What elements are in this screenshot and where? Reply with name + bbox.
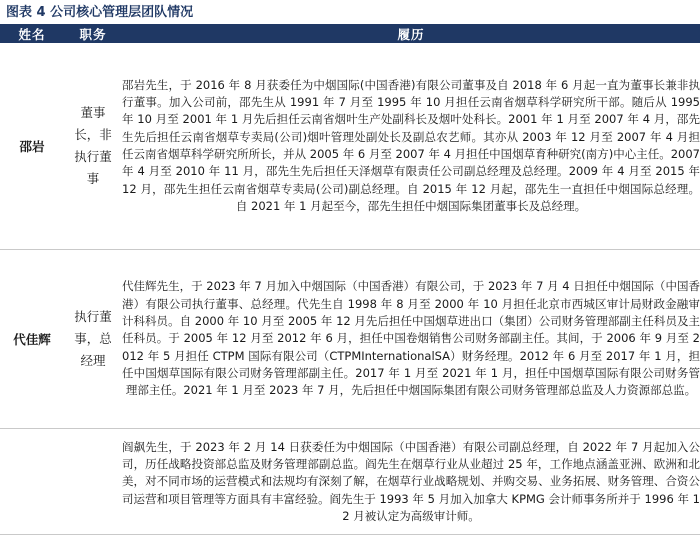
header-name: 姓名 [0, 26, 64, 43]
header-row [0, 26, 700, 43]
executive-role-cell [64, 429, 122, 535]
executive-bio: 代佳辉先生，于 2023 年 7 月加入中烟国际（中国香港）有限公司，于 2023 年 7 月 4 日担任中烟国际（中国香港）有限公司执行董事、总经理。代先生自 1998 年 8 月至 2000 年 10 月担任北京市西城区审计局财政金融审计科科员。自 2000 年 10 月至 2005 年 12 月先后担任中国烟草进出口（集团）公司财务管理部副主任科员及主任科员。于 2005 年 12 月至 2012 年 6 月，担任中国卷烟销售公司财务部副主任。其间，于 2006 年 9 月至 2012 年 5 月担任 CTPM 国际有限公司（CTPMInternationalSA）财务经理。2012 年 6 月至 2017 年 1 月，担任中国烟草国际有限公司财务管理部副主任。2017 年 1 月至 2021 年 1 月，担任中国烟草国际有限公司财务管理部主任。2021 年 1 月至 2023 年 7 月，先后担任中烟国际集团有限公司财务管理部总监及人力资源部总监。 [122, 250, 700, 429]
header-role: 职务 [64, 26, 122, 43]
executive-role: 执行董事，总经理 [74, 309, 112, 368]
table-row [0, 250, 700, 429]
executive-role-cell [64, 43, 122, 250]
management-table [0, 26, 700, 535]
executive-role: 董事长，非执行董事 [74, 105, 112, 186]
table-row [0, 429, 700, 535]
table-header [0, 26, 700, 43]
executive-name: 邵岩 [0, 43, 64, 250]
executive-name [0, 429, 64, 535]
executive-bio: 邵岩先生，于 2016 年 8 月获委任为中烟国际(中国香港)有限公司董事及自 2018 年 6 月起一直为董事长兼非执行董事。加入公司前，邵先生从 1991 年 7 月至 1995 年 10 月担任云南省烟草科学研究所干部。随后从 1995 年 10 月至 2001 年 1 月先后担任云南省烟叶生产处副科长及烟叶处科长。2001 年 1 月至 2007 年 4 月，邵先生先后担任云南省烟草专卖局(公司)烟叶管理处副处长及副总农艺师。其亦从 2003 年 12 月至 2007 年 4 月担任云南省烟草科学研究所所长，并从 2005 年 6 月至 2007 年 4 月担任中国烟草育种研究(南方)中心主任。2007 年 4 月至 2010 年 11 月，邵先生先后担任天泽烟草有限责任公司副总经理及总经理。2009 年 4 月至 2015 年 12 月，邵先生担任云南省烟草专卖局(公司)副总经理。自 2015 年 12 月起，邵先生一直担任中烟国际总经理。自 2021 年 1 月起至今，邵先生担任中烟国际集团董事长及总经理。 [122, 43, 700, 250]
header-bio: 履历 [122, 26, 700, 43]
table-row [0, 43, 700, 250]
executive-name: 代佳辉 [0, 250, 64, 429]
executive-bio: 阎飙先生，于 2023 年 2 月 14 日获委任为中烟国际（中国香港）有限公司副总经理，自 2022 年 7 月起加入公司，历任战略投资部总监及财务管理部副总监。阎先生在烟草行业从业超过 25 年，工作地点涵盖亚洲、欧洲和北美，对不同市场的运营模式和法规均有深刻了解，在烟草行业战略规划、并购交易、业务拓展、财务管理、合资公司运营和项目管理等方面具有丰富经验。阎先生于 1993 年 5 月加入加拿大 KPMG 会计师事务所并于 1996 年 12 月被认定为高级审计师。 [122, 429, 700, 535]
figure-caption: 图表 4 公司核心管理层团队情况 [6, 5, 194, 20]
executive-role-cell [64, 250, 122, 429]
